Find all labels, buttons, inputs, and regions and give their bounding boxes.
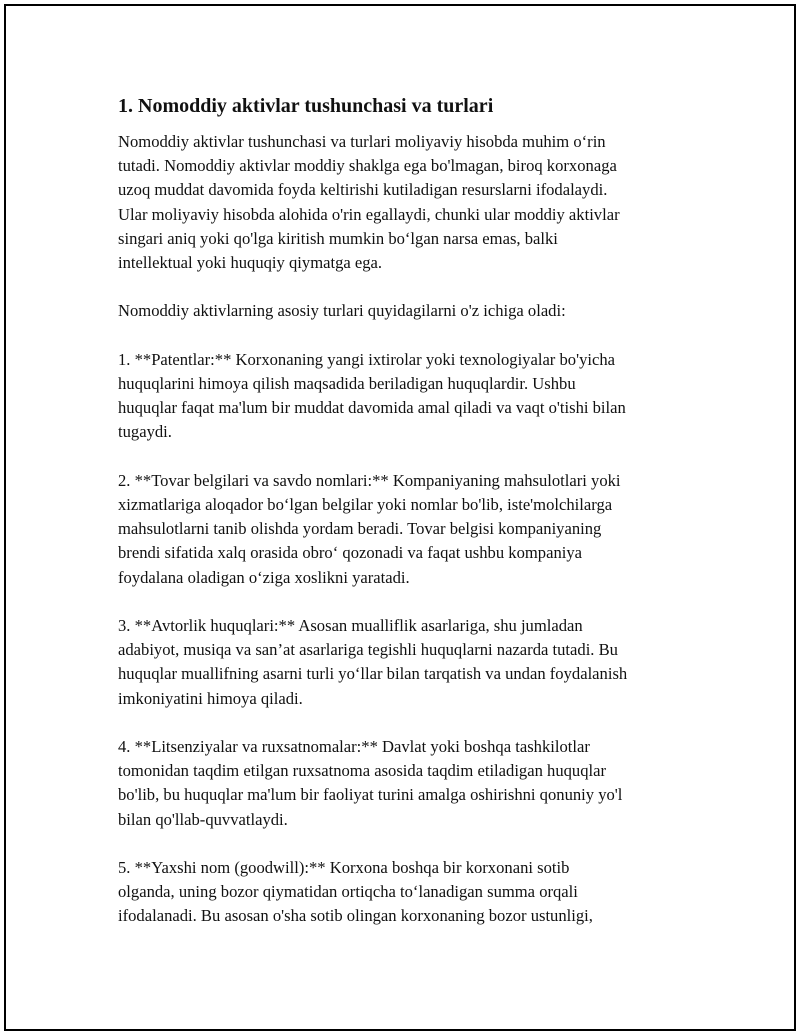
list-item-copyrights: 3. **Avtorlik huquqlari:** Asosan mualliflik asarlariga, shu jumladan adabiyot, musiqa va san’at asarlariga tegishli huquqlarni nazarda tutadi. Bu huquqlar muallifning asarni turli yo‘llar bilan tarqatish va undan foydalanish imkoniyatini himoya qiladi. <box>118 616 628 708</box>
section-heading: 1. Nomoddiy aktivlar tushunchasi va turlari <box>118 95 494 117</box>
list-item-licenses: 4. **Litsenziyalar va ruxsatnomalar:** Davlat yoki boshqa tashkilotlar tomonidan taqdim etilgan ruxsatnoma asosida taqdim etiladigan huquqlar bo'lib, bu huquqlar ma'lum bir faoliyat turini amalga oshirishni qonuniy yo'l bilan qo'llab-quvvatlaydi. <box>118 737 623 829</box>
list-item-goodwill: 5. **Yaxshi nom (goodwill):** Korxona boshqa bir korxonani sotib olganda, uning bozor qiymatidan ortiqcha to‘lanadigan summa orqali ifodalanadi. Bu asosan o'sha sotib olingan korxonaning bozor ustunligi, <box>118 858 593 926</box>
intro-paragraph: Nomoddiy aktivlar tushunchasi va turlari moliyaviy hisobda muhim o‘rin tutadi. Nomoddiy aktivlar moddiy shaklga ega bo'lmagan, biroq korxonaga uzoq muddat davomida foyda keltirishi kutiladigan resurslarni ifodalaydi. Ular moliyaviy hisobda alohida o'rin egallaydi, chunki ular moddiy aktivlar singari aniq yoki qo'lga kiritish mumkin bo‘lgan narsa emas, balki intellektual yoki huquqiy qiymatga ega. <box>118 132 620 273</box>
document-body <box>118 92 698 953</box>
list-item-patents: 1. **Patentlar:** Korxonaning yangi ixtirolar yoki texnologiyalar bo'yicha huquqlarini himoya qilish maqsadida beriladigan huquqlardir. Ushbu huquqlar faqat ma'lum bir muddat davomida amal qiladi va vaqt o'tishi bilan tugaydi. <box>118 349 626 442</box>
types-lead-paragraph: Nomoddiy aktivlarning asosiy turlari quyidagilarni o'z ichiga oladi: <box>118 301 566 321</box>
list-item-trademarks: 2. **Tovar belgilari va savdo nomlari:** Kompaniyaning mahsulotlari yoki xizmatlariga aloqador bo‘lgan belgilar yoki nomlar bo'lib, iste'molchilarga mahsulotlarni tanib olishda yordam beradi. Tovar belgisi kompaniyaning brendi sifatida xalq orasida obro‘ qozonadi va faqat ushbu kompaniya foydalana oladigan o‘ziga xoslikni yaratadi. <box>118 470 621 587</box>
